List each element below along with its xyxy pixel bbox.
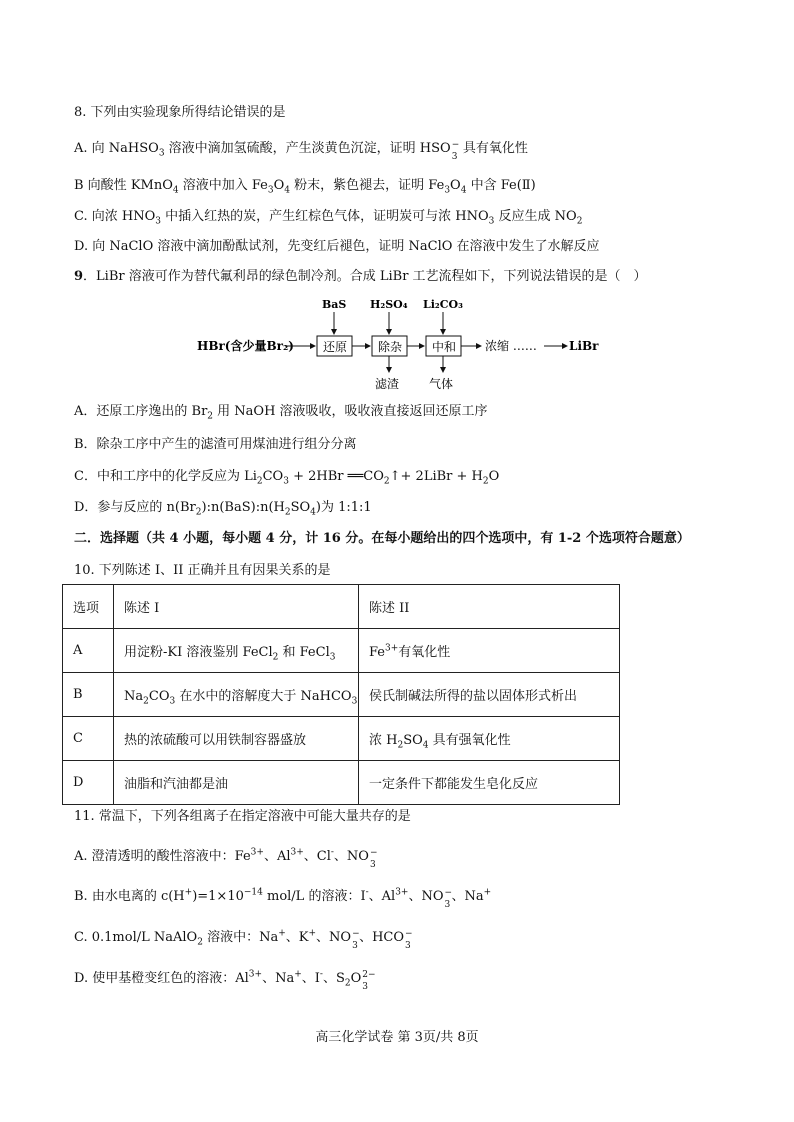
table-cell-statement-1: 热的浓硫酸可以用铁制容器盛放 <box>114 717 359 761</box>
q8-option-c: C. 向浓 $HNO_3$ 中插入红热的炭，产生红棕色气体，证明炭可与浓 $HNO_3$ 反应生成 $NO_2$ <box>74 209 583 227</box>
table-row <box>63 629 620 673</box>
table-cell-statement-1: $Na_2CO_3$ 在水中的溶解度大于 NaHCO$_3$ <box>114 673 359 717</box>
q11-option-a: A. 澄清透明的酸性溶液中：$Fe^{3+}$、$Al^{3+}$、Cl-、NO − 3 <box>74 847 378 870</box>
section-2-heading: 二．选择题（共 4 小题，每小题 4 分，计 16 分。在每小题给出的四个选项中，有 1-2 个选项符合题意） <box>74 531 690 546</box>
q10-table <box>62 584 620 805</box>
q9-stem: 9．LiBr 溶液可作为替代氟利昂的绿色制冷剂。合成 LiBr 工艺流程如下，下列说法错误的是（ ） <box>74 269 647 284</box>
q11-stem: 11. 常温下，下列各组离子在指定溶液中可能大量共存的是 <box>74 809 411 824</box>
table-cell-option: B <box>63 673 114 717</box>
q9-option-d: D．参与反应的 $n(Br_2):n(BaS):n(H_2SO_4)$为 1:1:1 <box>74 500 372 518</box>
table-header-cell: 选项 <box>63 585 114 629</box>
q11-option-b: B. 由水电离的 $c(H^+)=1\times 10^{-14}$ mol/L 的溶液：I-、$Al^{3+}$、NO − 3 、Na+ <box>74 887 492 910</box>
q8-option-b: B 向酸性 KMnO$_4$ 溶液中加入 $Fe_3O_4$ 粉末，紫色褪去，证明 $Fe_3O_4$ 中含 Fe(Ⅱ) <box>74 178 536 196</box>
table-cell-statement-2: $Fe^{3+}$有氧化性 <box>359 629 620 673</box>
flow-box-reduce-label: 还原 <box>323 340 348 354</box>
q9-option-c: C．中和工序中的化学反应为 $Li_2CO_3 + 2HBr$ $══CO_2↑+$ 2LiBr + $H_2O$ <box>74 469 500 487</box>
flow-tail: 浓缩 …… <box>485 339 537 353</box>
q11-option-c: C. 0.1mol/L NaAlO$_2$ 溶液中：Na+、K+、NO − 3 、HCO − 3 <box>74 928 413 951</box>
table-cell-option: A <box>63 629 114 673</box>
flow-diagram <box>195 292 615 392</box>
q11-option-d: D. 使甲基橙变红色的溶液：$Al^{3+}$、Na+、I-、$S_2O$ 2− 3 <box>74 969 376 992</box>
table-row <box>63 761 620 805</box>
table-header-cell: 陈述 I <box>114 585 359 629</box>
flow-box-neutralize-label: 中和 <box>432 340 457 354</box>
flow-start: HBr(含少量Br₂) <box>197 339 294 353</box>
page-footer: 高三化学试卷 第 3页/共 8页 <box>315 1030 479 1045</box>
flow-end: LiBr <box>569 339 599 353</box>
table-cell-option: C <box>63 717 114 761</box>
table-cell-statement-2: 一定条件下都能发生皂化反应 <box>359 761 620 805</box>
q9-option-b: B．除杂工序中产生的滤渣可用煤油进行组分分离 <box>74 437 357 452</box>
table-cell-statement-1: 油脂和汽油都是油 <box>114 761 359 805</box>
table-header-cell: 陈述 II <box>359 585 620 629</box>
table-cell-statement-2: 侯氏制碱法所得的盐以固体形式析出 <box>359 673 620 717</box>
input-bas: BaS <box>322 298 347 311</box>
table-row <box>63 717 620 761</box>
input-h2so4: H₂SO₄ <box>370 298 408 311</box>
output-residue: 滤渣 <box>375 377 400 391</box>
flow-box-purify-label: 除杂 <box>378 340 403 354</box>
q8-option-a: A. 向 NaHSO$_3$ 溶液中滴加氢硫酸，产生淡黄色沉淀，证明 HSO − 3 具有氧化性 <box>74 139 528 162</box>
q10-stem: 10. 下列陈述 I、II 正确并且有因果关系的是 <box>74 563 331 578</box>
q8-stem: 8. 下列由实验现象所得结论错误的是 <box>74 105 286 120</box>
table-cell-option: D <box>63 761 114 805</box>
input-li2co3: Li₂CO₃ <box>423 298 463 311</box>
table-row <box>63 673 620 717</box>
output-gas: 气体 <box>429 377 454 391</box>
table-header-row <box>63 585 620 629</box>
q8-option-d: D. 向 NaClO 溶液中滴加酚酞试剂，先变红后褪色，证明 NaClO 在溶液中发生了水解反应 <box>74 239 600 254</box>
table-cell-statement-2: 浓 $H_2SO_4$ 具有强氧化性 <box>359 717 620 761</box>
table-cell-statement-1: 用淀粉-KI 溶液鉴别 FeCl$_2$ 和 FeCl$_3$ <box>114 629 359 673</box>
q9-option-a: A．还原工序逸出的 $Br_2$ 用 NaOH 溶液吸收，吸收液直接返回还原工序 <box>74 404 488 422</box>
